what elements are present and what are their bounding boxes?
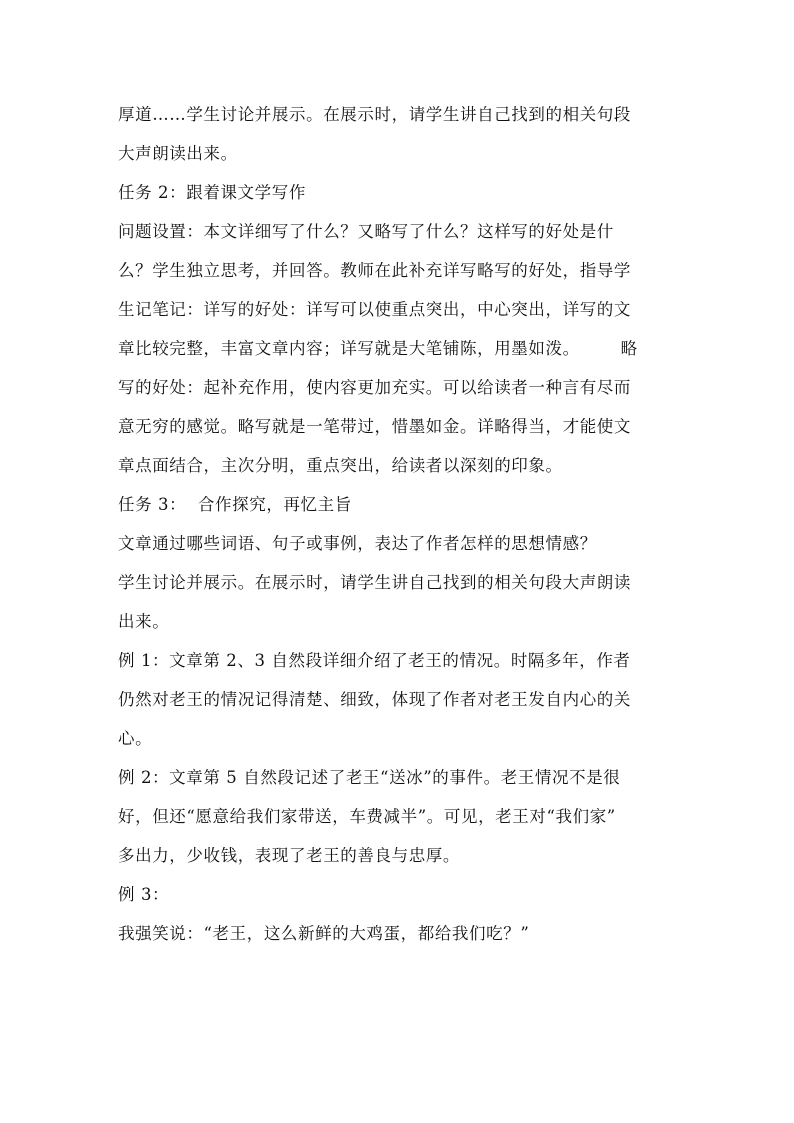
text-line: 大声朗读出来。: [118, 144, 238, 163]
text-line: 厚道……学生讨论并展示。在展示时，请学生讲自己找到的相关句段: [118, 105, 631, 124]
text-line: 章比较完整，丰富文章内容；详写就是大笔铺陈，用墨如泼。 略: [118, 339, 638, 358]
example-line: 例 2：文章第 5 自然段记述了老王“送冰”的事件。老王情况不是很: [118, 768, 621, 787]
text-line: 文章通过哪些词语、句子或事例，表达了作者怎样的思想情感？: [118, 534, 597, 553]
text-line: 写的好处：起补充作用，使内容更加充实。可以给读者一种言有尽而: [118, 378, 631, 397]
example-line: 例 1：文章第 2、3 自然段详细介绍了老王的情况。时隔多年，作者: [118, 651, 631, 670]
text-line: 问题设置：本文详细写了什么？又略写了什么？这样写的好处是什: [118, 222, 614, 241]
task-heading: 任务 2：跟着课文学写作: [118, 183, 306, 202]
text-line: 多出力，少收钱，表现了老王的善良与忠厚。: [118, 846, 460, 865]
text-line: 好，但还“愿意给我们家带送，车费减半”。可见，老王对“我们家”: [118, 807, 616, 826]
document-body: [118, 95, 678, 953]
text-line: 生记笔记：详写的好处：详写可以使重点突出，中心突出，详写的文: [118, 300, 631, 319]
text-line: 学生讨论并展示。在展示时，请学生讲自己找到的相关句段大声朗读: [118, 573, 631, 592]
text-line: 我强笑说：“老王，这么新鲜的大鸡蛋，都给我们吃？”: [118, 924, 530, 943]
text-line: 仍然对老王的情况记得清楚、细致，体现了作者对老王发自内心的关: [118, 690, 631, 709]
text-line: 意无穷的感觉。略写就是一笔带过，惜墨如金。详略得当，才能使文: [118, 417, 631, 436]
example-line: 例 3：: [118, 885, 170, 904]
text-line: 出来。: [118, 612, 170, 631]
text-line: 心。: [118, 729, 153, 748]
text-line: 么？学生独立思考，并回答。教师在此补充详写略写的好处，指导学: [118, 261, 631, 280]
task-heading: 任务 3： 合作探究，再忆主旨: [118, 495, 352, 514]
text-line: 章点面结合，主次分明，重点突出，给读者以深刻的印象。: [118, 456, 563, 475]
